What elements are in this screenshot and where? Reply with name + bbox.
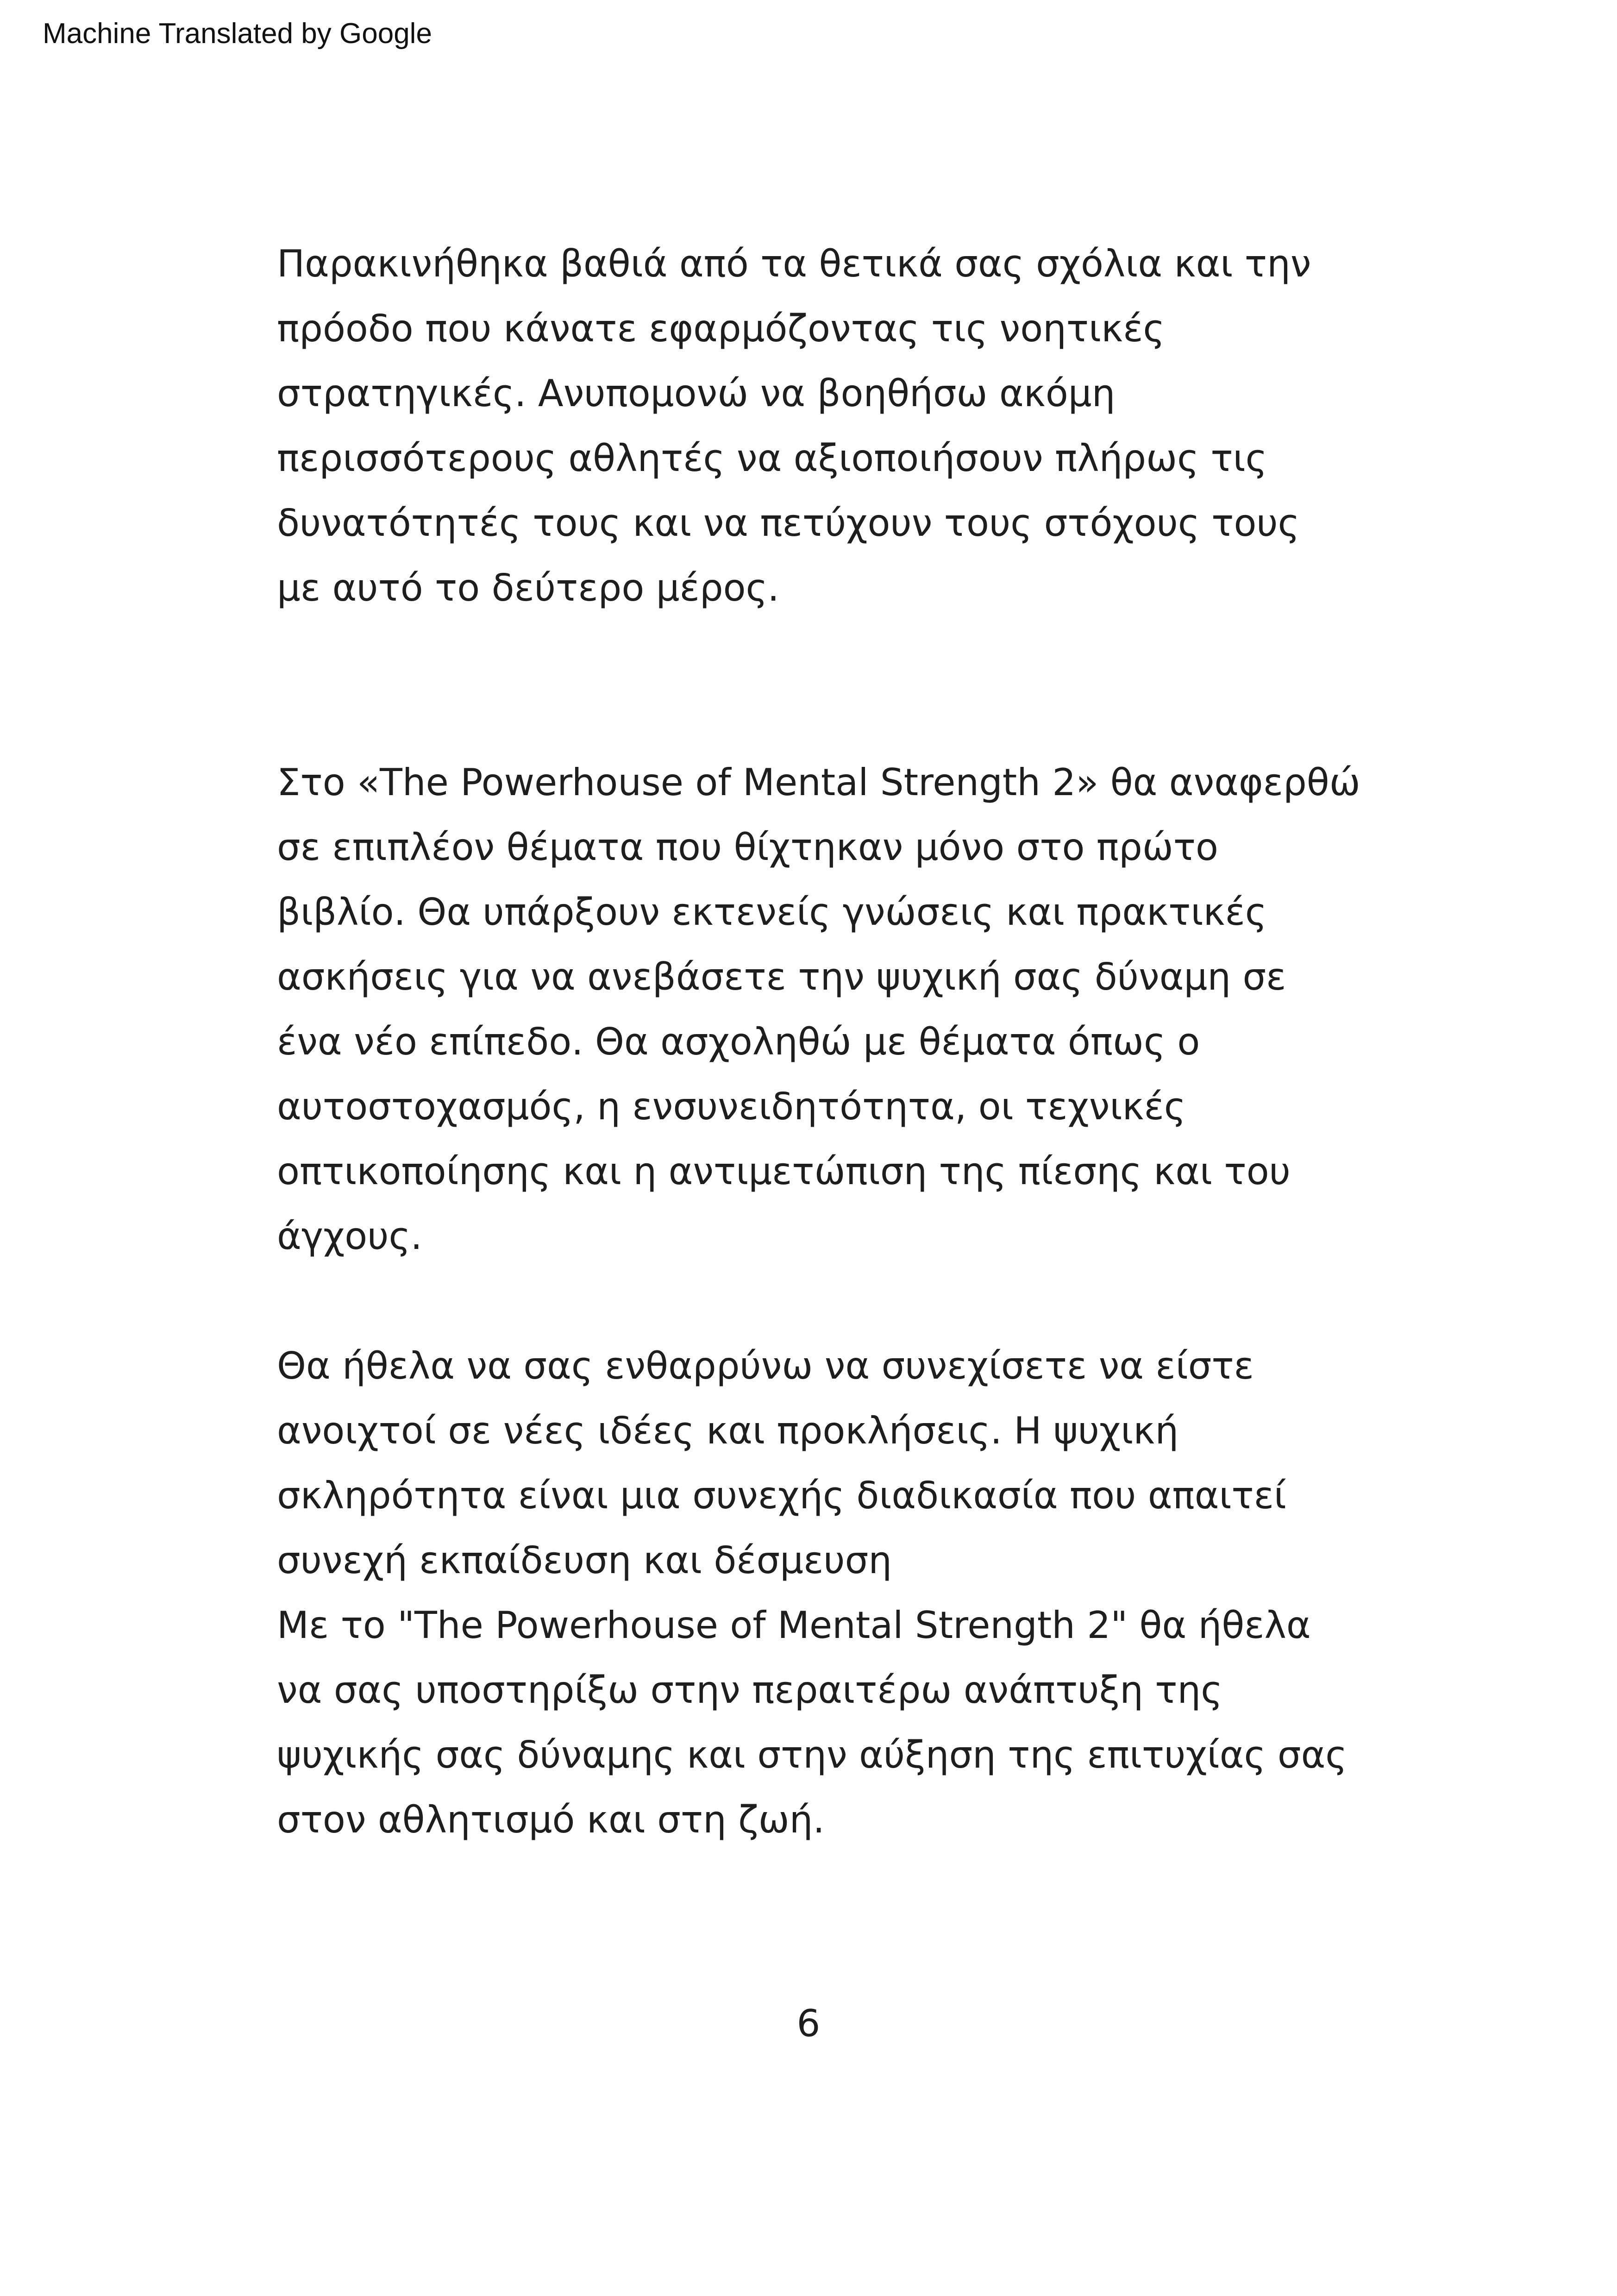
text-line: ένα νέο επίπεδο. Θα ασχοληθώ με θέματα όπως ο: [277, 1020, 1200, 1063]
text-line: Με το "The Powerhouse of Mental Strength 2" θα ήθελα: [277, 1604, 1311, 1647]
text-line: περισσότερους αθλητές να αξιοποιήσουν πλήρως τις: [277, 437, 1267, 480]
paragraph-3: [277, 1334, 1398, 1852]
text-line: πρόοδο που κάνατε εφαρμόζοντας τις νοητικές: [277, 307, 1165, 350]
text-line: Στο «The Powerhouse of Mental Strength 2» θα αναφερθώ: [277, 761, 1360, 804]
document-body: [277, 232, 1398, 1852]
text-line: στρατηγικές. Ανυπομονώ να βοηθήσω ακόμη: [277, 372, 1116, 415]
text-line: στον αθλητισμό και στη ζωή.: [277, 1798, 825, 1841]
text-line: σκληρότητα είναι μια συνεχής διαδικασία που απαιτεί: [277, 1474, 1286, 1517]
text-line: ψυχικής σας δύναμης και στην αύξηση της επιτυχίας σας: [277, 1733, 1348, 1776]
text-line: ασκήσεις για να ανεβάσετε την ψυχική σας δύναμη σε: [277, 955, 1286, 998]
text-line: αυτοστοχασμός, η ενσυνειδητότητα, οι τεχνικές: [277, 1085, 1186, 1128]
machine-translation-banner: Machine Translated by Google: [43, 18, 432, 50]
text-line: ανοιχτοί σε νέες ιδέες και προκλήσεις. Η ψυχική: [277, 1409, 1179, 1452]
text-line: βιβλίο. Θα υπάρξουν εκτενείς γνώσεις και πρακτικές: [277, 891, 1267, 934]
text-line: σε επιπλέον θέματα που θίχτηκαν μόνο στο πρώτο: [277, 826, 1218, 869]
text-line: δυνατότητές τους και να πετύχουν τους στόχους τους: [277, 502, 1300, 545]
text-line: να σας υποστηρίξω στην περαιτέρω ανάπτυξη της: [277, 1669, 1223, 1712]
text-line: με αυτό το δεύτερο μέρος.: [277, 566, 779, 609]
paragraph-1: [277, 232, 1398, 621]
text-line: οπτικοποίησης και η αντιμετώπιση της πίεσης και του: [277, 1150, 1291, 1193]
text-line: Θα ήθελα να σας ενθαρρύνω να συνεχίσετε να είστε: [277, 1344, 1254, 1387]
text-line: άγχους.: [277, 1215, 422, 1258]
page-number: 6: [796, 2002, 821, 2045]
text-line: συνεχή εκπαίδευση και δέσμευση: [277, 1539, 892, 1582]
text-line: Παρακινήθηκα βαθιά από τα θετικά σας σχόλια και την: [277, 242, 1311, 285]
paragraph-2: [277, 750, 1398, 1269]
